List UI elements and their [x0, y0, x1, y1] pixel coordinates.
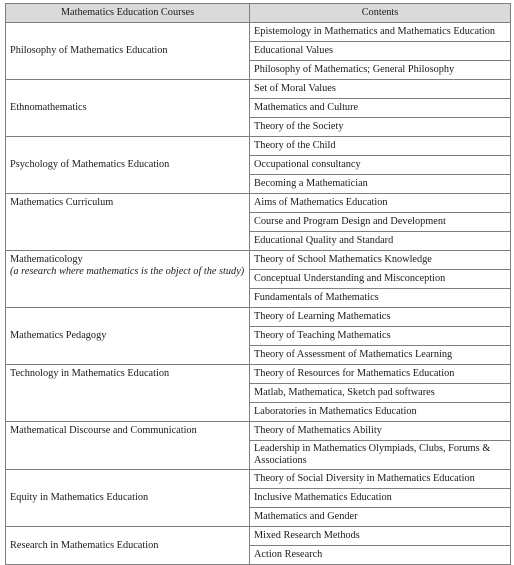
course-cell	[6, 422, 250, 470]
content-cell: Theory of the Society	[250, 118, 511, 137]
content-cell: Educational Quality and Standard	[250, 232, 511, 251]
table-row	[6, 137, 511, 156]
content-cell: Matlab, Mathematica, Sketch pad softwares	[250, 384, 511, 403]
course-cell	[6, 137, 250, 194]
course-cell	[6, 365, 250, 422]
content-cell: Inclusive Mathematics Education	[250, 489, 511, 508]
content-cell: Theory of Resources for Mathematics Education	[250, 365, 511, 384]
content-cell: Becoming a Mathematician	[250, 175, 511, 194]
content-cell: Conceptual Understanding and Misconception	[250, 270, 511, 289]
course-cell	[6, 470, 250, 527]
table-row	[6, 80, 511, 99]
content-cell: Mathematics and Gender	[250, 508, 511, 527]
course-name: Philosophy of Mathematics Education	[10, 45, 168, 56]
content-cell: Theory of the Child	[250, 137, 511, 156]
table-row	[6, 194, 511, 213]
content-cell: Philosophy of Mathematics; General Philosophy	[250, 61, 511, 80]
table-row	[6, 470, 511, 489]
content-cell: Set of Moral Values	[250, 80, 511, 99]
course-name: Mathematical Discourse and Communication	[10, 425, 197, 436]
courses-table	[5, 3, 511, 565]
content-cell: Epistemology in Mathematics and Mathematics Education	[250, 23, 511, 42]
header-row	[6, 4, 511, 23]
content-cell: Aims of Mathematics Education	[250, 194, 511, 213]
content-cell: Occupational consultancy	[250, 156, 511, 175]
header-contents: Contents	[250, 4, 511, 23]
course-cell	[6, 23, 250, 80]
content-cell: Mathematics and Culture	[250, 99, 511, 118]
course-name: Mathematicology	[10, 254, 83, 265]
content-cell: Laboratories in Mathematics Education	[250, 403, 511, 422]
content-cell: Fundamentals of Mathematics	[250, 289, 511, 308]
content-cell: Course and Program Design and Development	[250, 213, 511, 232]
course-name: Equity in Mathematics Education	[10, 492, 149, 503]
content-cell: Action Research	[250, 546, 511, 565]
table-row	[6, 23, 511, 42]
course-name: Mathematics Pedagogy	[10, 330, 107, 341]
course-name: Psychology of Mathematics Education	[10, 159, 170, 170]
course-cell	[6, 251, 250, 308]
content-cell: Theory of Social Diversity in Mathematics Education	[250, 470, 511, 489]
table-row	[6, 527, 511, 546]
course-name: Technology in Mathematics Education	[10, 368, 170, 379]
table-row	[6, 251, 511, 270]
course-name: Research in Mathematics Education	[10, 539, 159, 551]
content-cell: Theory of Teaching Mathematics	[250, 327, 511, 346]
content-cell: Theory of Assessment of Mathematics Learning	[250, 346, 511, 365]
content-cell: Educational Values	[250, 42, 511, 61]
content-cell: Theory of School Mathematics Knowledge	[250, 251, 511, 270]
course-cell	[6, 80, 250, 137]
header-courses: Mathematics Education Courses	[6, 4, 250, 23]
course-name: Mathematics Curriculum	[10, 197, 114, 208]
table-body	[6, 23, 511, 565]
course-note: (a research where mathematics is the object of the study)	[10, 266, 245, 277]
course-cell	[6, 308, 250, 365]
course-cell	[6, 194, 250, 251]
table-row	[6, 308, 511, 327]
content-cell: Theory of Learning Mathematics	[250, 308, 511, 327]
table-row	[6, 422, 511, 441]
content-cell: Theory of Mathematics Ability	[250, 422, 511, 441]
course-name: Ethnomathematics	[10, 102, 87, 113]
content-cell: Leadership in Mathematics Olympiads, Clubs, Forums & Associations	[250, 441, 511, 470]
content-cell: Mixed Research Methods	[250, 527, 511, 546]
table-row	[6, 365, 511, 384]
